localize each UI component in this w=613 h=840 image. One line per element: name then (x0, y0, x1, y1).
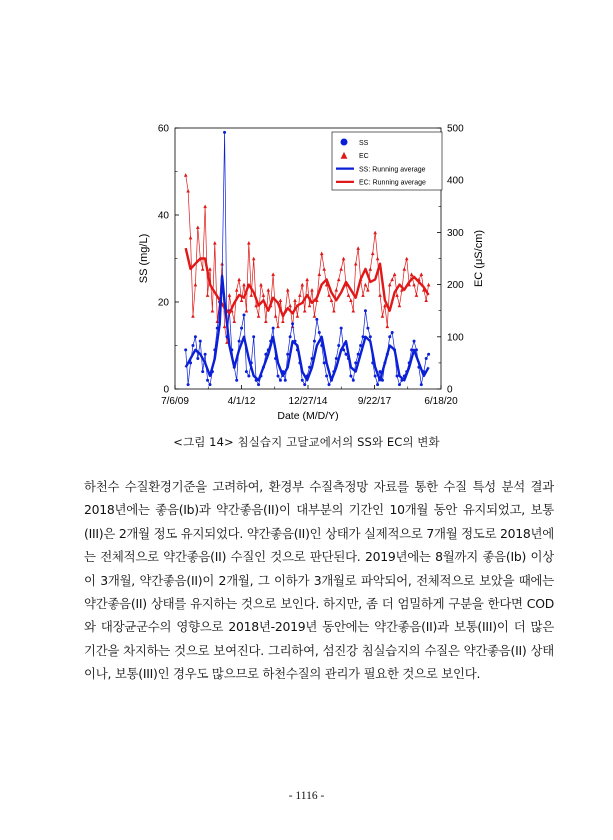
y-tick-label: 60 (157, 123, 169, 135)
ec-point (313, 314, 317, 318)
x-axis-label: Date (M/D/Y) (277, 410, 339, 422)
ec-point (395, 293, 399, 297)
y-tick-label: 20 (157, 297, 169, 309)
x-tick-label: 12/27/14 (288, 396, 328, 407)
ec-point (376, 257, 380, 261)
ec-point (252, 257, 256, 261)
legend-label: SS (359, 139, 369, 147)
ec-point (322, 267, 326, 271)
ss-point (369, 335, 372, 338)
ss-point (206, 379, 209, 382)
ec-point (403, 267, 407, 271)
ec-point (369, 267, 373, 271)
ec-point (211, 309, 215, 313)
ss-point (204, 353, 207, 356)
ss-point (301, 379, 304, 382)
ec-point (203, 205, 207, 209)
ec-point (305, 278, 309, 282)
ec-point (276, 325, 280, 329)
ec-point (274, 314, 278, 318)
ss-point (240, 327, 243, 330)
ec-point (186, 189, 190, 193)
ec-point (420, 272, 424, 276)
ss-point (396, 374, 399, 377)
ec-point (281, 319, 285, 323)
ec-point (262, 293, 266, 297)
ec-point (235, 288, 239, 292)
ss-point (194, 335, 197, 338)
ss-point (184, 348, 187, 351)
ec-point (184, 173, 188, 177)
y2-tick-label: 100 (447, 332, 464, 344)
ss-point (366, 327, 369, 330)
ss-point (391, 331, 394, 334)
y2-tick-label: 0 (447, 384, 453, 396)
ec-point (242, 283, 246, 287)
ss-point (208, 383, 211, 386)
ec-point (213, 241, 217, 245)
ss-point (196, 357, 199, 360)
ec-point (412, 283, 416, 287)
ec-point (257, 314, 261, 318)
ss-point (187, 383, 190, 386)
ss-point (340, 327, 343, 330)
chart-svg (135, 118, 495, 433)
ss-point (289, 335, 292, 338)
ss-point (376, 383, 379, 386)
ec-point (298, 293, 302, 297)
ss-point (279, 379, 282, 382)
ec-point (398, 304, 402, 308)
ec-point (286, 288, 290, 292)
ec-point (364, 283, 368, 287)
ec-point (245, 309, 249, 313)
ec-point (352, 309, 356, 313)
ss-point (235, 379, 238, 382)
ec-point (405, 257, 409, 261)
ec-point (249, 293, 253, 297)
ss-point (276, 374, 279, 377)
ec-point (335, 288, 339, 292)
ec-point (386, 325, 390, 329)
ss-point (413, 340, 416, 343)
ec-point (296, 314, 300, 318)
ec-point (206, 293, 210, 297)
ec-point (215, 319, 219, 323)
ec-point (356, 246, 360, 250)
x-tick-label: 9/22/17 (357, 396, 392, 407)
y2-axis-label: EC (μS/cm) (473, 229, 485, 288)
ec-point (320, 251, 324, 255)
legend-label: EC: Running average (359, 179, 426, 187)
ec-point (371, 251, 375, 255)
y-axis-label: SS (mg/L) (138, 233, 150, 284)
y-tick-label: 40 (157, 210, 169, 222)
ec-point (240, 298, 244, 302)
ec-point (228, 293, 232, 297)
ec-point (424, 298, 428, 302)
ss-point (425, 357, 428, 360)
ss-point (303, 383, 306, 386)
ec-point (349, 298, 353, 302)
ss-point (223, 131, 226, 134)
ss-point (313, 340, 316, 343)
ec-point (308, 304, 312, 308)
x-tick-label: 7/6/09 (161, 396, 189, 407)
ss-point (374, 374, 377, 377)
ss-point (315, 318, 318, 321)
ec-point (330, 298, 334, 302)
ss-point (242, 314, 245, 317)
ec-point (264, 319, 268, 323)
ec-point (415, 293, 419, 297)
ec-point (300, 283, 304, 287)
ec-point (259, 283, 263, 287)
ec-point (317, 272, 321, 276)
ec-point (293, 298, 297, 302)
ec-point (247, 241, 251, 245)
ec-point (303, 309, 307, 313)
ec-point (427, 283, 431, 287)
ss-point (272, 327, 275, 330)
ss-point (325, 374, 328, 377)
ss-point (364, 309, 367, 312)
ec-point (393, 272, 397, 276)
ec-point (354, 262, 358, 266)
ec-point (366, 288, 370, 292)
ec-point (378, 293, 382, 297)
body-paragraph (84, 475, 554, 686)
ss-point (328, 383, 331, 386)
ss-point (398, 383, 401, 386)
ec-point (327, 293, 331, 297)
ec-point (201, 267, 205, 271)
ss-point (349, 374, 352, 377)
ec-point (196, 225, 200, 229)
y-tick-label: 0 (163, 384, 169, 396)
ss-point (191, 344, 194, 347)
ss-point (257, 383, 260, 386)
ss-point (420, 383, 423, 386)
paragraph-text: 하천수 수질환경기준을 고려하여, 환경부 수질측정망 자료를 통한 수질 특성 분석 결과 2018년에는 좋음(Ib)과 약간좋음(II)이 대부분의 기간인 10개월 동안 유지되었고, 보통(III)은 2개월 정도 유지되었다. 약간좋음(II)인 상태가 실제적으로 7개월 정도로 2018년에는 전체적으로 약간좋음(II) 수질인 것으로 판단된다. 2019년에는 8월까지 좋음(Ib) 이상이 3개월, 약간좋음(II)이 2개월, 그 이하가 3개월로 파악되어, 전체적으로 보았을 때에는 약간좋음(II) 상태를 유지하는 것으로 보인다. 하지만, 좀 더 엄밀하게 구분을 한다면 COD와 대장균군수의 영향으로 2018년-2019년 동안에는 약간좋음(II)과 보통(III)이 더 많은 기간을 차지하는 것으로 보여진다. 그리하여, 섬진강 침실습지의 수질은 약간좋음(II) 상태이나, 보통(III)인 경우도 많으므로 하천수질의 관리가 필요한 것으로 보인다. (84, 479, 554, 682)
ec-point (388, 283, 392, 287)
ec-point (337, 278, 341, 282)
ec-point (223, 325, 227, 329)
ec-point (339, 267, 343, 271)
ss-point (247, 374, 250, 377)
ec-point (266, 288, 270, 292)
y2-tick-label: 400 (447, 175, 464, 187)
legend-label: SS: Running average (359, 166, 426, 174)
ss-point (318, 331, 321, 334)
ss-point (291, 322, 294, 325)
ss-point (352, 379, 355, 382)
ec-point (381, 314, 385, 318)
ss-ec-chart (135, 118, 495, 433)
ss-point (337, 344, 340, 347)
ss-point (199, 340, 202, 343)
x-tick-label: 6/18/20 (424, 396, 458, 407)
ec-point (237, 278, 241, 282)
y2-tick-label: 500 (447, 123, 464, 135)
series-line-ss-running-average (186, 276, 429, 380)
y2-tick-label: 300 (447, 227, 464, 239)
figure-caption: <그림 14> 침실습지 고달교에서의 SS와 EC의 변화 (173, 435, 440, 449)
ss-point (245, 370, 248, 373)
legend-label: EC (359, 153, 369, 161)
ec-point (271, 272, 275, 276)
ec-point (208, 267, 212, 271)
ec-point (232, 319, 236, 323)
ec-point (310, 288, 314, 292)
ss-point (284, 379, 287, 382)
x-tick-label: 4/1/12 (227, 396, 256, 407)
ec-point (332, 309, 336, 313)
ec-point (342, 257, 346, 261)
ec-point (373, 231, 377, 235)
page-number: - 1116 - (288, 790, 325, 802)
ec-point (361, 293, 365, 297)
ec-point (347, 293, 351, 297)
ss-point (252, 335, 255, 338)
ec-point (191, 314, 195, 318)
legend-marker-ss (341, 139, 348, 146)
ec-point (288, 304, 292, 308)
ec-point (410, 272, 414, 276)
ec-point (194, 283, 198, 287)
y2-tick-label: 200 (447, 280, 464, 292)
ss-point (388, 335, 391, 338)
ss-point (427, 353, 430, 356)
ss-point (238, 340, 241, 343)
ec-point (189, 236, 193, 240)
ec-point (279, 298, 283, 302)
ec-point (390, 278, 394, 282)
ss-point (201, 370, 204, 373)
